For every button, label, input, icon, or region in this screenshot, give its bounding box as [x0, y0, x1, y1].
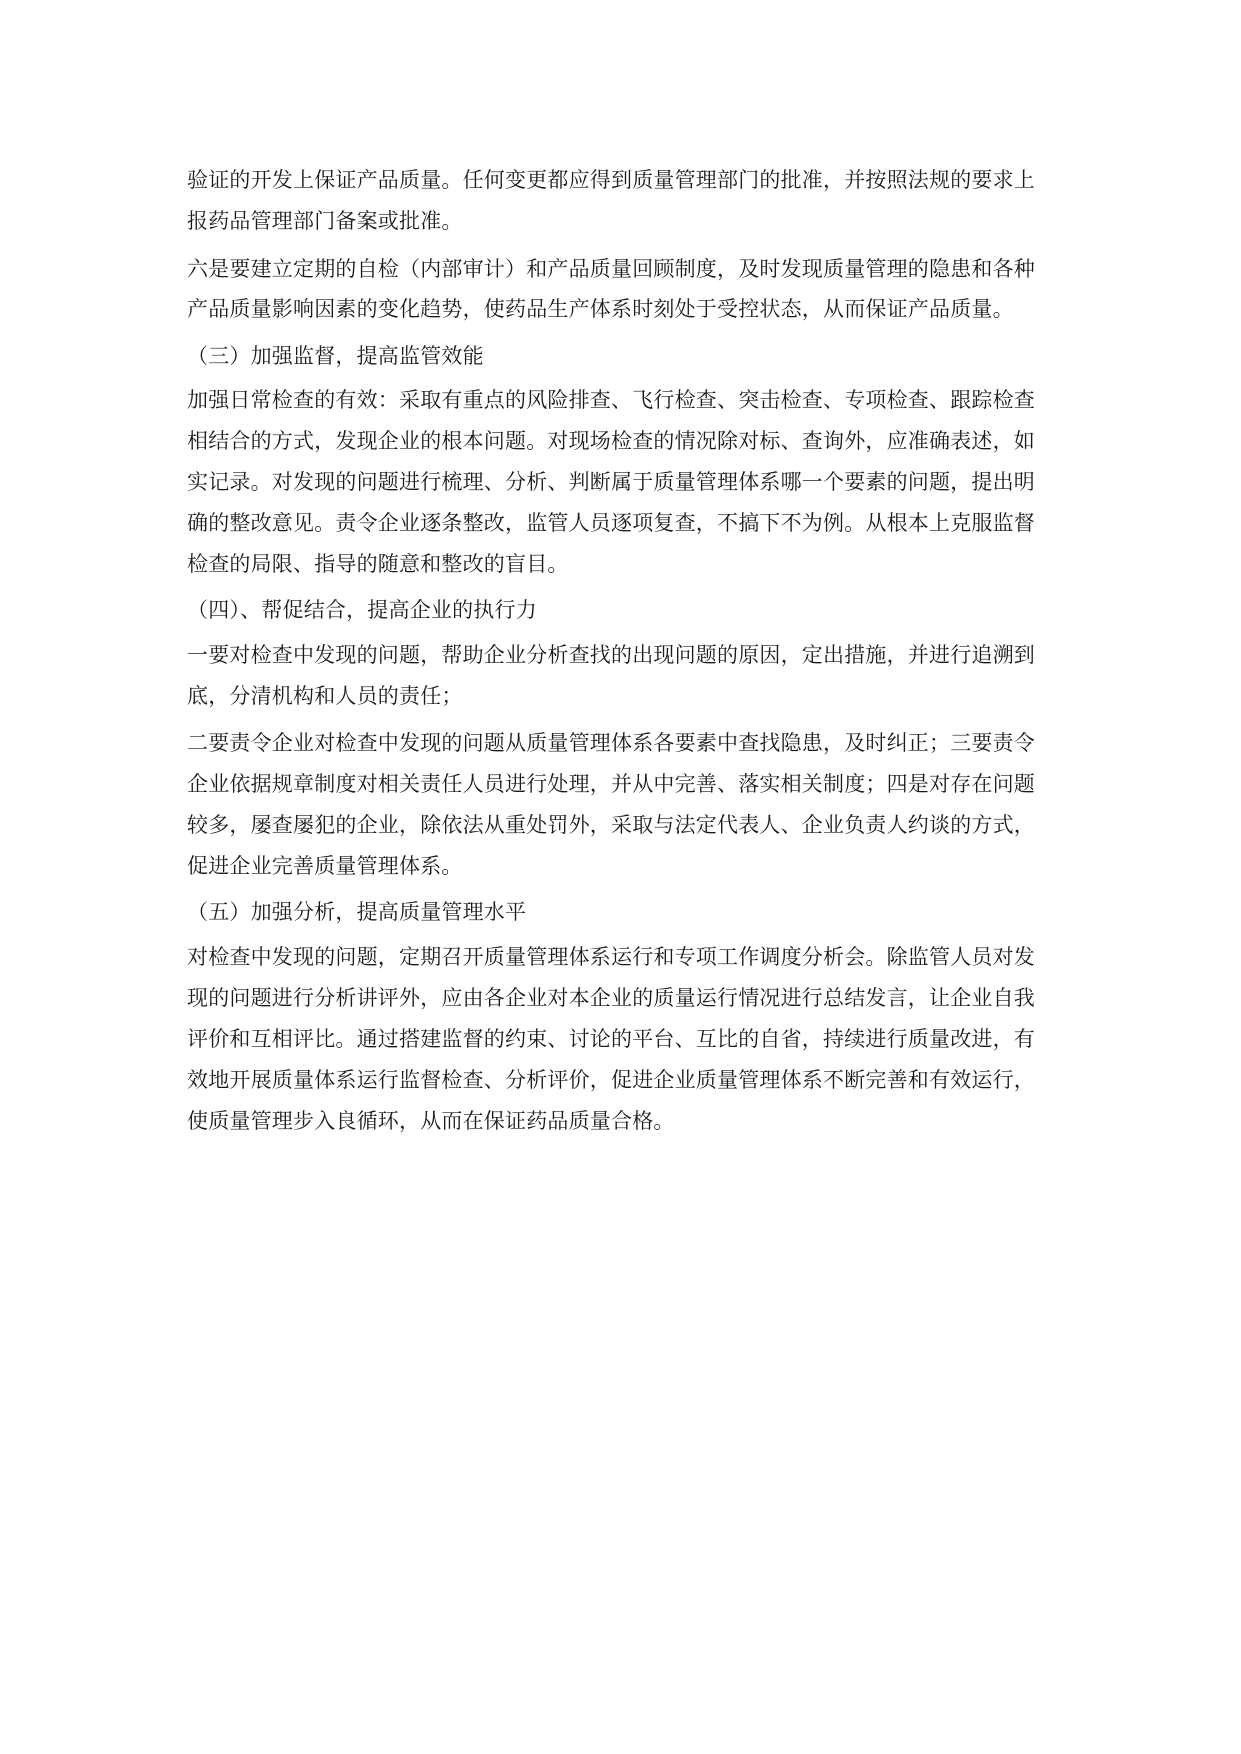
paragraph-line: 确的整改意见。责令企业逐条整改，监管人员逐项复查，不搞下不为例。从根本上克服监督 — [187, 511, 1035, 535]
paragraph-line: 使质量管理步入良循环，从而在保证药品质量合格。 — [187, 1109, 675, 1133]
paragraph-line: 加强日常检查的有效：采取有重点的风险排查、飞行检查、突击检查、专项检查、跟踪检查 — [187, 388, 1035, 412]
section-heading: （四）、帮促结合，提高企业的执行力 — [187, 598, 537, 622]
paragraph-line: 促进企业完善质量管理体系。 — [187, 854, 463, 878]
paragraph-line: 实记录。对发现的问题进行梳理、分析、判断属于质量管理体系哪一个要素的问题，提出明 — [187, 470, 1035, 494]
paragraph-line: 企业依据规章制度对相关责任人员进行处理，并从中完善、落实相关制度；四是对存在问题 — [187, 772, 1035, 796]
paragraph-line: 对检查中发现的问题，定期召开质量管理体系运行和专项工作调度分析会。除监管人员对发 — [187, 945, 1035, 969]
paragraph-line: 一要对检查中发现的问题，帮助企业分析查找的出现问题的原因，定出措施，并进行追溯到 — [187, 643, 1035, 667]
paragraph-line: 验证的开发上保证产品质量。任何变更都应得到质量管理部门的批准，并按照法规的要求上 — [187, 168, 1035, 192]
paragraph-line: 底，分清机构和人员的责任； — [187, 684, 463, 708]
paragraph-line: 六是要建立定期的自检（内部审计）和产品质量回顾制度，及时发现质量管理的隐患和各种 — [187, 257, 1035, 281]
section-heading: （五）加强分析，提高质量管理水平 — [187, 900, 527, 924]
paragraph-line: 产品质量影响因素的变化趋势，使药品生产体系时刻处于受控状态，从而保证产品质量。 — [187, 297, 1014, 321]
paragraph-line: 相结合的方式，发现企业的根本问题。对现场检查的情况除对标、查询外，应准确表述，如 — [187, 429, 1035, 453]
paragraph-line: 效地开展质量体系运行监督检查、分析评价，促进企业质量管理体系不断完善和有效运行， — [187, 1068, 1035, 1092]
paragraph-line: 检查的局限、指导的随意和整改的盲目。 — [187, 552, 569, 576]
paragraph-line: 较多，屡查屡犯的企业，除依法从重处罚外，采取与法定代表人、企业负责人约谈的方式， — [187, 813, 1035, 837]
paragraph-line: 二要责令企业对检查中发现的问题从质量管理体系各要素中查找隐患，及时纠正；三要责令 — [187, 731, 1035, 755]
paragraph-line: 现的问题进行分析讲评外，应由各企业对本企业的质量运行情况进行总结发言，让企业自我 — [187, 986, 1035, 1010]
section-heading: （三）加强监督，提高监管效能 — [187, 344, 484, 368]
paragraph-line: 评价和互相评比。通过搭建监督的约束、讨论的平台、互比的自省，持续进行质量改进，有 — [187, 1027, 1035, 1051]
paragraph-line: 报药品管理部门备案或批准。 — [187, 209, 463, 233]
